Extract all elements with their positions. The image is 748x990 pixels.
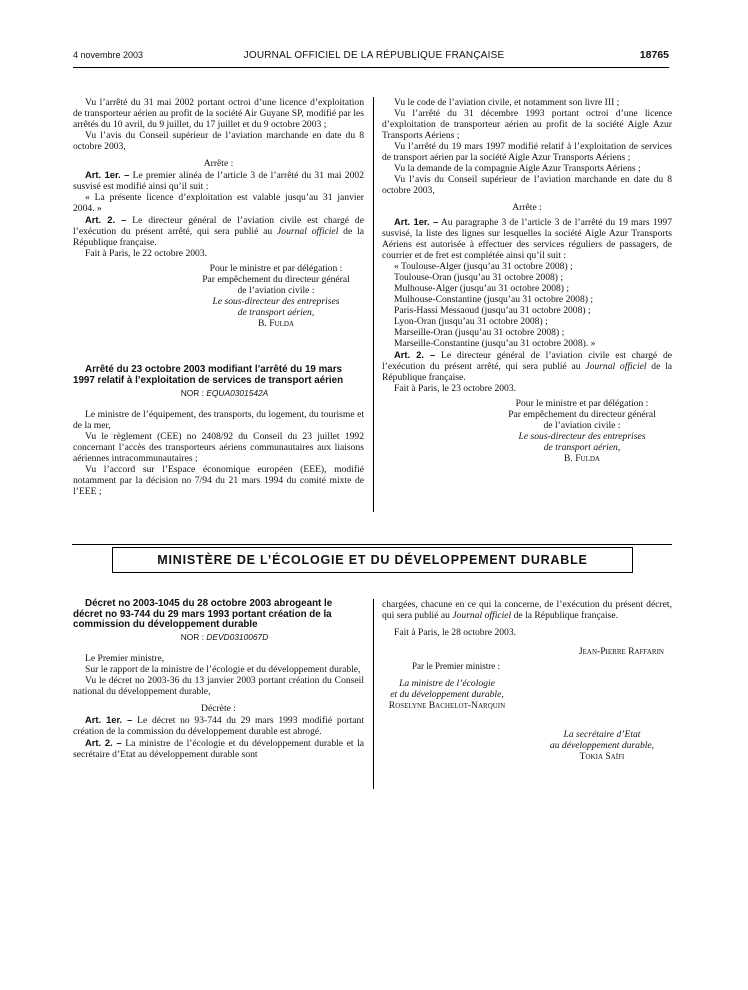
par-premier-ministre: Par le Premier ministre : bbox=[412, 661, 500, 671]
article-label: Art. 1er. – bbox=[85, 713, 133, 725]
article-1: Art. 1er. – Le premier alinéa de l’article 3 de l’arrêté du 31 mai 2002 susvisé est modifié ainsi qu’il suit : bbox=[73, 169, 364, 192]
header-rule bbox=[73, 67, 669, 68]
route-item: Paris-Hassi Messaoud (jusqu’au 31 octobre 2008) ; bbox=[394, 305, 591, 316]
minister-name: Roselyne Bachelot-Narquin bbox=[388, 700, 506, 711]
article-1: Art. 1er. – Au paragraphe 3 de l’article 3 de l’arrêté du 19 mars 1997 susvisé, la liste des lignes sur lesquelles la société Aigle Azur Transports Aériens est autorisée à effectuer des services réguliers de passagers, de courrier et de fret est complétée ainsi qu’il suit : bbox=[382, 216, 672, 261]
route-item: « Toulouse-Alger (jusqu’au 31 octobre 2008) ; bbox=[394, 261, 573, 272]
route-item: Mulhouse-Constantine (jusqu’au 31 octobre 2008) ; bbox=[394, 294, 594, 305]
right-column-top bbox=[382, 97, 672, 464]
route-item: Marseille-Constantine (jusqu’au 31 octobre 2008). » bbox=[394, 338, 596, 349]
route-item: Toulouse-Oran (jusqu’au 31 octobre 2008) ; bbox=[394, 272, 564, 283]
article-label: Art. 2. – bbox=[394, 349, 436, 360]
vu-paragraph: Vu l’avis du Conseil supérieur de l’aviation marchande en date du 8 octobre 2003, bbox=[382, 174, 672, 196]
article-2: Art. 2. – La ministre de l’écologie et du développement durable et la secrétaire d’Etat au développement durable sont bbox=[73, 736, 365, 760]
route-item: Marseille-Oran (jusqu’au 31 octobre 2008) ; bbox=[394, 327, 565, 338]
preamble-paragraph: Le ministre de l’équipement, des transports, du logement, du tourisme et de la mer, bbox=[73, 409, 364, 431]
column-divider bbox=[373, 599, 374, 789]
article-2: Art. 2. – Le directeur général de l’aviation civile est chargé de l’exécution du présent arrêté, qui sera publié au Journal officiel de la République française. bbox=[73, 214, 364, 248]
signature-block: Pour le ministre et par délégation : Par empêchement du directeur général de l’aviation civile : Le sous-directeur des entreprises de transport aérien, B. Fulda bbox=[492, 398, 672, 464]
vu-paragraph: Vu le règlement (CEE) no 2408/92 du Conseil du 23 juillet 1992 concernant l’accès des transporteurs aériens communautaires aux liaisons aériennes intracommunautaires ; bbox=[73, 431, 364, 464]
minister-signature: La ministre de l’écologie et du développement durable, Roselyne Bachelot-Narquin bbox=[382, 678, 512, 711]
article-label: Art. 2. – bbox=[85, 214, 127, 225]
vu-paragraph: Vu l’arrêté du 31 décembre 1993 portant octroi d’une licence d’exploitation de transporteur aérien au profit de la société Aigle Azur Transports Aériens ; bbox=[382, 108, 672, 141]
vu-paragraph: Vu l’arrêté du 19 mars 1997 modifié relatif à l’exploitation de services de transport aérien par la société Aigle Azur Transports Aériens ; bbox=[382, 141, 672, 163]
page-number: 18765 bbox=[639, 49, 669, 61]
journal-title: JOURNAL OFFICIEL DE LA RÉPUBLIQUE FRANÇAISE bbox=[243, 50, 505, 61]
route-item: Lyon-Oran (jusqu’au 31 octobre 2008) ; bbox=[394, 316, 548, 327]
quoted-text: « La présente licence d’exploitation est valable jusqu’au 31 janvier 2004. » bbox=[73, 192, 364, 214]
arrete-heading: Arrête : bbox=[203, 158, 234, 169]
article-2: Art. 2. – Le directeur général de l’aviation civile est chargé de l’exécution du présent arrêté, qui sera publié au Journal officiel de la République française. bbox=[382, 349, 672, 383]
vu-paragraph: Vu l’arrêté du 31 mai 2002 portant octroi d’une licence d’exploitation de transporteur aérien au profit de la société Air Guyane SP, modifié par les arrêtés du 10 avril, du 9 juillet, du 17 juillet et du 9 octobre 2003 ; bbox=[73, 97, 364, 130]
vu-paragraph: Vu le code de l’aviation civile, et notamment son livre III ; bbox=[394, 97, 620, 108]
signatory-name: B. Fulda bbox=[258, 318, 294, 329]
nor-reference: NOR : DEVD0310067D bbox=[180, 631, 269, 642]
issue-date: 4 novembre 2003 bbox=[73, 50, 144, 60]
left-column-arrete bbox=[73, 365, 364, 497]
article-label: Art. 2. – bbox=[85, 736, 122, 748]
decret-right-column bbox=[382, 599, 672, 762]
nor-reference: NOR : EQUA0301542A bbox=[180, 388, 269, 398]
left-column-top bbox=[73, 97, 364, 329]
route-list bbox=[382, 261, 672, 349]
vu-paragraph: Vu l’accord sur l’Espace économique européen (EEE), modifié notamment par la décision no 7/94 du 21 mars 1994 du comité mixte de l’EEE ; bbox=[73, 464, 364, 497]
signature-block: Pour le ministre et par délégation : Par empêchement du directeur général de l’aviation civile : Le sous-directeur des entreprises de transport aérien, B. Fulda bbox=[188, 263, 364, 329]
secretary-name: Tokia Saïfi bbox=[579, 751, 625, 762]
vu-paragraph: Vu l’avis du Conseil supérieur de l’aviation marchande en date du 8 octobre 2003, bbox=[73, 130, 364, 152]
prime-minister-name: Jean-Pierre Raffarin bbox=[578, 646, 664, 657]
article-label: Art. 1er. – bbox=[394, 216, 439, 227]
arrete-heading: Arrête : bbox=[512, 202, 542, 213]
article-1: Art. 1er. – Le décret no 93-744 du 29 mars 1993 modifié portant création de la commission du développement durable est abrogé. bbox=[73, 713, 364, 737]
decrete-heading: Décrète : bbox=[201, 702, 236, 714]
decret-continuation: chargées, chacune en ce qui la concerne, de l’exécution du présent décret, qui sera publié au Journal officiel de la République française. bbox=[382, 599, 672, 621]
arrete-title: Arrêté du 23 octobre 2003 modifiant l’arrêté du 19 mars 1997 relatif à l’exploitation de services de transport aérien bbox=[73, 364, 344, 386]
ministry-banner: MINISTÈRE DE L’ÉCOLOGIE ET DU DÉVELOPPEMENT DURABLE bbox=[112, 547, 633, 573]
column-divider bbox=[373, 97, 374, 512]
fait-date: Fait à Paris, le 28 octobre 2003. bbox=[394, 627, 517, 638]
vu-paragraph: Vu la demande de la compagnie Aigle Azur Transports Aériens ; bbox=[394, 163, 641, 174]
preamble-paragraph: Le Premier ministre, bbox=[85, 652, 165, 664]
article-label: Art. 1er. – bbox=[85, 169, 130, 180]
preamble-paragraph: Sur le rapport de la ministre de l’écologie et du développement durable, bbox=[85, 663, 361, 675]
route-item: Mulhouse-Alger (jusqu’au 31 octobre 2008) ; bbox=[394, 283, 570, 294]
fait-date: Fait à Paris, le 22 octobre 2003. bbox=[85, 248, 208, 259]
secretary-signature: La secrétaire d’Etat au développement durable, Tokia Saïfi bbox=[537, 729, 667, 762]
section-rule bbox=[72, 544, 672, 545]
decret-left-column bbox=[73, 599, 364, 760]
decret-title: Décret no 2003-1045 du 28 octobre 2003 abrogeant le décret no 93-744 du 29 mars 1993 portant création de la commission du développement durable bbox=[73, 598, 333, 630]
signatory-name: B. Fulda bbox=[564, 453, 600, 464]
page-header bbox=[0, 50, 748, 66]
vu-paragraph: Vu le décret no 2003-36 du 13 janvier 2003 portant création du Conseil national du développement durable, bbox=[73, 674, 364, 697]
fait-date: Fait à Paris, le 23 octobre 2003. bbox=[394, 383, 517, 394]
